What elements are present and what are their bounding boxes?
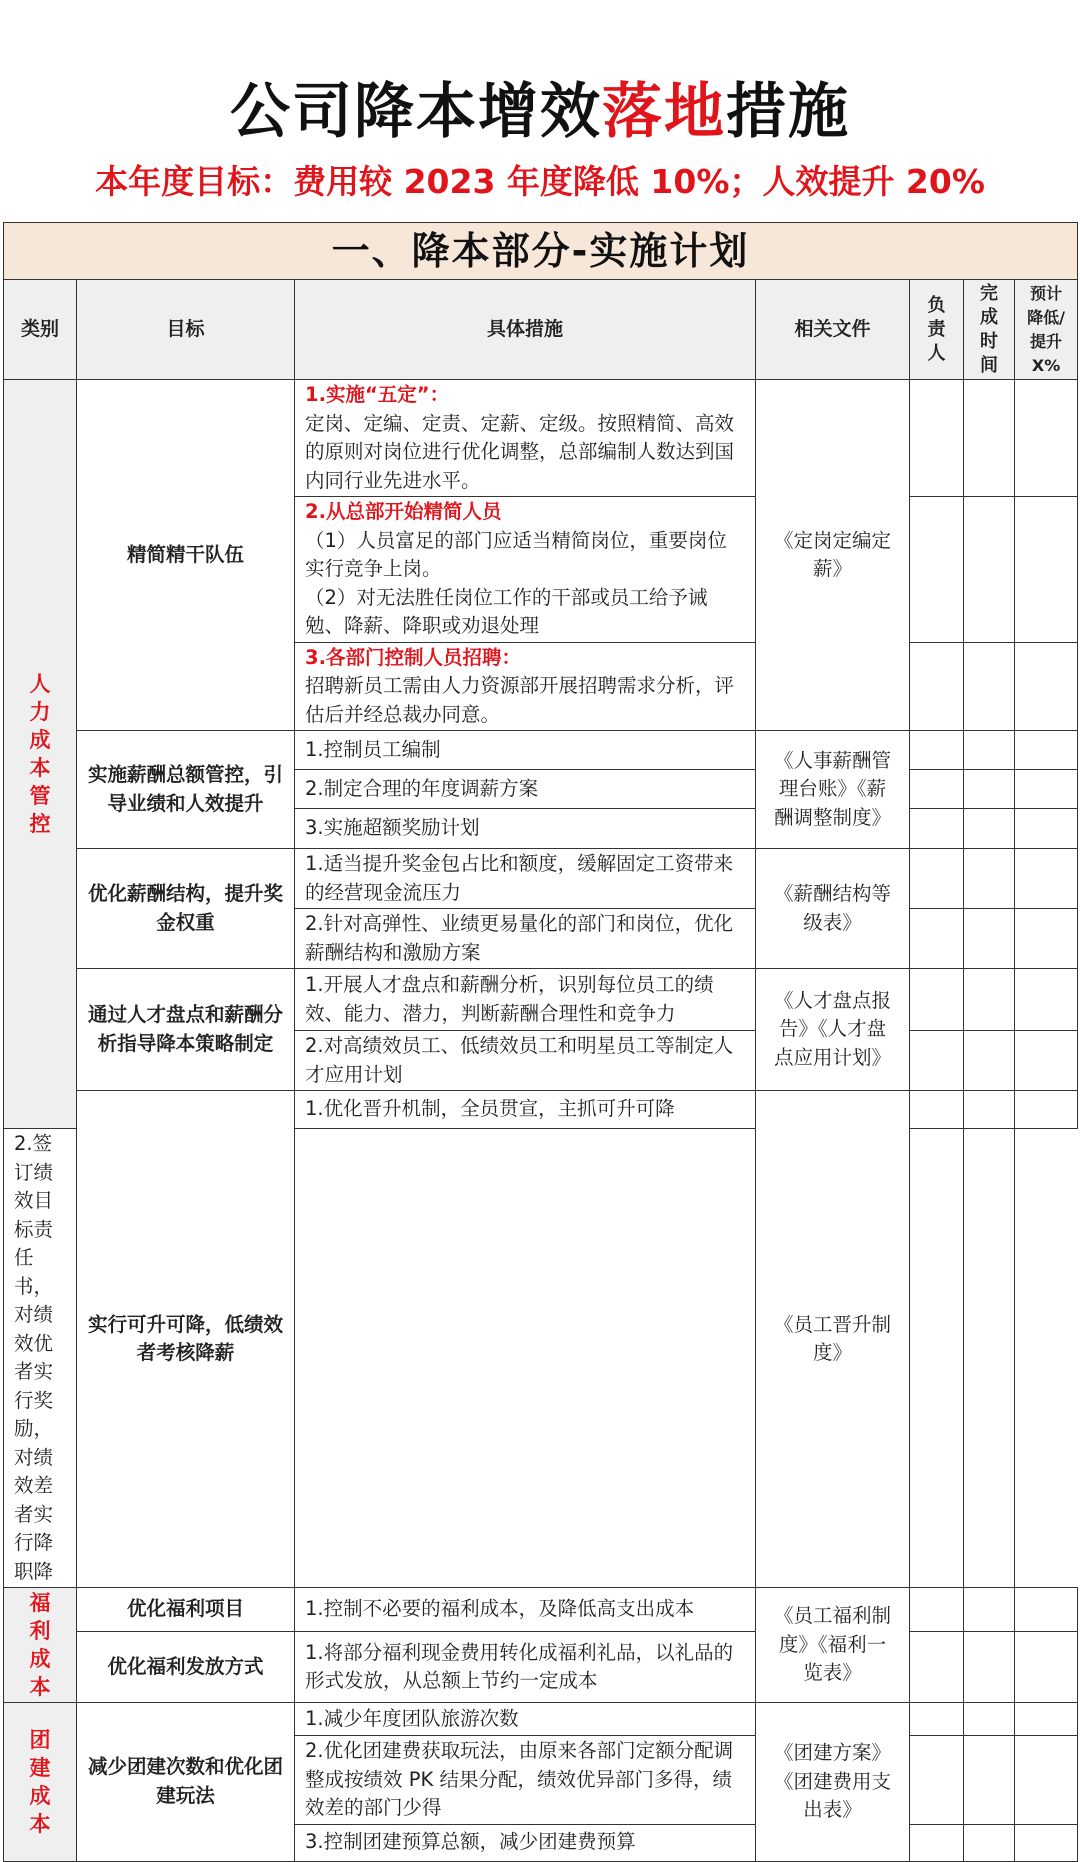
expected-cell[interactable] xyxy=(1015,969,1078,1031)
owner-cell[interactable] xyxy=(295,1129,756,1588)
expected-cell[interactable] xyxy=(1015,849,1078,909)
measure-annual-raise: 2.制定合理的年度调薪方案 xyxy=(295,770,756,809)
goal-salary-control: 实施薪酬总额管控，引导业绩和人效提升 xyxy=(77,731,295,849)
time-cell[interactable] xyxy=(964,770,1015,809)
doc-position-fix: 《定岗定编定薪》 xyxy=(756,380,910,731)
owner-cell[interactable] xyxy=(910,731,964,770)
owner-cell[interactable] xyxy=(910,1091,964,1129)
doc-talent-report: 《人才盘点报告》《人才盘点应用计划》 xyxy=(756,969,910,1091)
time-cell[interactable] xyxy=(964,809,1015,849)
owner-cell[interactable] xyxy=(910,849,964,909)
goal-salary-structure: 优化薪酬结构，提升奖金权重 xyxy=(77,849,295,969)
time-cell[interactable] xyxy=(964,1736,1015,1825)
expected-cell[interactable] xyxy=(964,1129,1015,1588)
owner-cell[interactable] xyxy=(910,1703,964,1736)
time-cell[interactable] xyxy=(964,380,1015,497)
expected-cell[interactable] xyxy=(1015,1824,1078,1861)
time-cell[interactable] xyxy=(964,1632,1015,1703)
header-docs: 相关文件 xyxy=(756,280,910,380)
header-done-time: 完成时间 xyxy=(964,280,1015,380)
measure-control-hiring xyxy=(295,642,756,731)
owner-cell[interactable] xyxy=(910,770,964,809)
measure-control-headcount: 1.控制员工编制 xyxy=(295,731,756,770)
page-subtitle: 本年度目标：费用较 2023 年度降低 10%；人效提升 20% xyxy=(95,162,985,201)
measure-streamline-hq-body1: （1）人员富足的部门应适当精简岗位，重要岗位实行竞争上岗。 xyxy=(305,528,727,580)
expected-cell[interactable] xyxy=(1015,642,1078,731)
measure-talent-analysis: 1.开展人才盘点和薪酬分析，识别每位员工的绩效、能力、潜力，判断薪酬合理性和竞争力 xyxy=(295,969,756,1031)
time-cell[interactable] xyxy=(964,1588,1015,1632)
owner-cell[interactable] xyxy=(910,809,964,849)
owner-cell[interactable] xyxy=(910,1824,964,1861)
time-cell[interactable] xyxy=(964,731,1015,770)
time-cell[interactable] xyxy=(964,909,1015,969)
time-cell[interactable] xyxy=(964,1824,1015,1861)
time-cell[interactable] xyxy=(964,497,1015,643)
goal-talent-review: 通过人才盘点和薪酬分析指导降本策略制定 xyxy=(77,969,295,1091)
section-title: 一、降本部分-实施计划 xyxy=(4,223,1078,280)
measure-team-fee-pk: 2.优化团建费获取玩法，由原来各部门定额分配调整成按绩效 PK 结果分配，绩效优异部门多得，绩效差的部门少得 xyxy=(295,1736,756,1825)
category-team: 团建成本 xyxy=(4,1703,77,1862)
owner-cell[interactable] xyxy=(910,1632,964,1703)
goal-promotion: 实行可升可降，低绩效者考核降薪 xyxy=(77,1091,295,1588)
time-cell[interactable] xyxy=(964,642,1015,731)
measure-welfare-cost: 1.控制不必要的福利成本，及降低高支出成本 xyxy=(295,1588,756,1632)
expected-cell[interactable] xyxy=(1015,1736,1078,1825)
owner-cell[interactable] xyxy=(910,909,964,969)
category-hr: 人力成本管控 xyxy=(4,380,77,1129)
measure-team-budget: 3.控制团建预算总额，减少团建费预算 xyxy=(295,1824,756,1861)
measure-five-fix-title: 1.实施“五定”： xyxy=(305,383,450,406)
doc-salary-grade: 《薪酬结构等级表》 xyxy=(756,849,910,969)
title-main: 公司降本增效 xyxy=(230,77,602,147)
doc-team-building: 《团建方案》《团建费用支出表》 xyxy=(756,1703,910,1862)
page-title xyxy=(0,72,1080,152)
measure-streamline-hq-title: 2.从总部开始精简人员 xyxy=(305,500,502,523)
time-cell[interactable] xyxy=(964,849,1015,909)
time-cell[interactable] xyxy=(964,1031,1015,1091)
expected-cell[interactable] xyxy=(1015,497,1078,643)
doc-promotion: 《员工晋升制度》 xyxy=(756,1091,910,1588)
measure-excess-bonus: 3.实施超额奖励计划 xyxy=(295,809,756,849)
expected-cell[interactable] xyxy=(1015,380,1078,497)
category-welfare: 福利成本 xyxy=(4,1588,77,1703)
plan-table xyxy=(3,222,1078,1862)
header-category: 类别 xyxy=(4,280,77,380)
measure-streamline-hq xyxy=(295,497,756,643)
header-goal: 目标 xyxy=(77,280,295,380)
owner-cell[interactable] xyxy=(910,1736,964,1825)
expected-cell[interactable] xyxy=(1015,1031,1078,1091)
measure-streamline-hq-body2: （2）对无法胜任岗位工作的干部或员工给予诫勉、降薪、降职或劝退处理 xyxy=(305,585,708,637)
owner-cell[interactable] xyxy=(910,497,964,643)
measure-bonus-ratio: 1.适当提升奖金包占比和额度，缓解固定工资带来的经营现金流压力 xyxy=(295,849,756,909)
time-cell[interactable] xyxy=(964,1703,1015,1736)
expected-cell[interactable] xyxy=(1015,1632,1078,1703)
goal-streamline: 精简精干队伍 xyxy=(77,380,295,731)
measure-talent-plan: 2.对高绩效员工、低绩效员工和明星员工等制定人才应用计划 xyxy=(295,1031,756,1091)
goal-welfare-items: 优化福利项目 xyxy=(77,1588,295,1632)
time-cell[interactable] xyxy=(964,1091,1015,1129)
header-expected: 预计降低/提升X% xyxy=(1015,280,1078,380)
measure-incentive-plan: 2.针对高弹性、业绩更易量化的部门和岗位，优化薪酬结构和激励方案 xyxy=(295,909,756,969)
owner-cell[interactable] xyxy=(910,380,964,497)
measure-control-hiring-title: 3.各部门控制人员招聘： xyxy=(305,645,521,669)
header-owner: 负责人 xyxy=(910,280,964,380)
owner-cell[interactable] xyxy=(910,1031,964,1091)
doc-salary-ledger: 《人事薪酬管理台账》《薪酬调整制度》 xyxy=(756,731,910,849)
title-tail: 措施 xyxy=(726,77,850,147)
title-highlight: 落地 xyxy=(602,77,726,147)
measure-five-fix xyxy=(295,380,756,497)
measure-reduce-trips: 1.减少年度团队旅游次数 xyxy=(295,1703,756,1736)
goal-team-building: 减少团建次数和优化团建玩法 xyxy=(77,1703,295,1862)
measure-five-fix-body: 定岗、定编、定责、定薪、定级。按照精简、高效的原则对岗位进行优化调整，总部编制人数达到国内同行业先进水平。 xyxy=(305,411,735,492)
measure-promotion-mechanism: 1.优化晋升机制，全员贯宣，主抓可升可降 xyxy=(295,1091,756,1129)
measure-control-hiring-body: 招聘新员工需由人力资源部开展招聘需求分析，评估后并经总裁办同意。 xyxy=(305,674,735,726)
header-measures: 具体措施 xyxy=(295,280,756,380)
expected-cell[interactable] xyxy=(1015,1091,1078,1129)
expected-cell[interactable] xyxy=(1015,809,1078,849)
owner-cell[interactable] xyxy=(910,642,964,731)
owner-cell[interactable] xyxy=(910,1588,964,1632)
expected-cell[interactable] xyxy=(1015,731,1078,770)
measure-performance-contract: 2.签订绩效目标责任书，对绩效优者实行奖励，对绩效差者实行降职降 xyxy=(4,1129,77,1588)
time-cell[interactable] xyxy=(910,1129,964,1588)
expected-cell[interactable] xyxy=(1015,770,1078,809)
measure-welfare-gifts: 1.将部分福利现金费用转化成福利礼品，以礼品的形式发放，从总额上节约一定成本 xyxy=(295,1632,756,1703)
goal-welfare-method: 优化福利发放方式 xyxy=(77,1632,295,1703)
owner-cell[interactable] xyxy=(910,969,964,1031)
expected-cell[interactable] xyxy=(1015,1588,1078,1632)
doc-welfare: 《员工福利制度》《福利一览表》 xyxy=(756,1588,910,1703)
expected-cell[interactable] xyxy=(1015,1703,1078,1736)
time-cell[interactable] xyxy=(964,969,1015,1031)
expected-cell[interactable] xyxy=(1015,909,1078,969)
